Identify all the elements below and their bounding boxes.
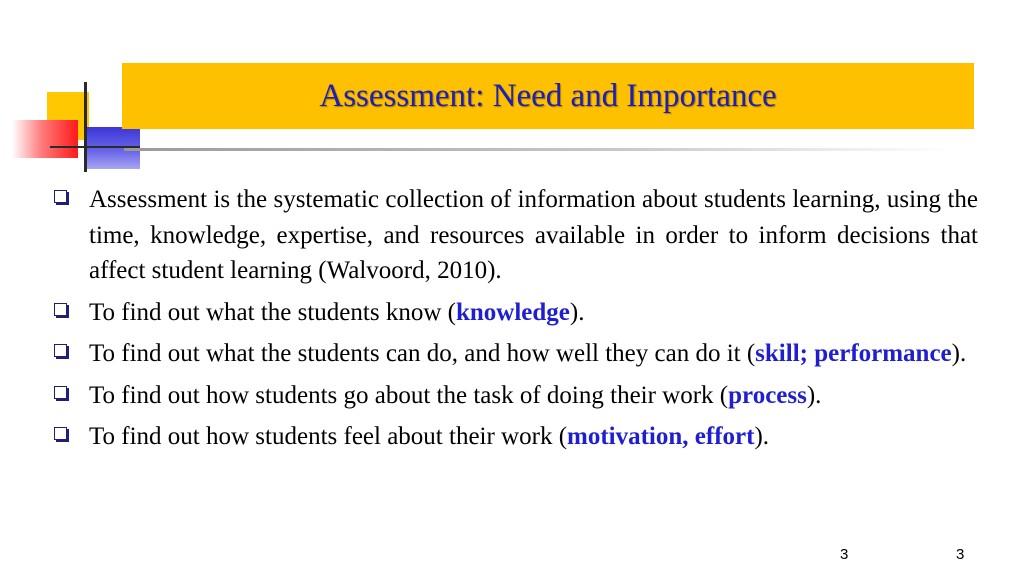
bullet-item-process (48, 378, 978, 414)
square-bullet-icon (54, 344, 67, 357)
bullet-text-end: ). (754, 423, 770, 450)
bullet-text: To find out what the students know ( (89, 298, 456, 326)
bullet-keyword: skill; performance (755, 340, 952, 367)
bullet-keyword: motivation, effort (567, 423, 755, 450)
bullet-text: To find out what the students can do, and how well they can do it ( (89, 340, 756, 367)
slide-number-right: 3 (956, 546, 965, 563)
bullet-text-end: ). (569, 298, 585, 326)
square-bullet-icon (54, 190, 67, 203)
bullet-list (48, 182, 978, 461)
bullet-item-motivation (48, 419, 978, 455)
bullet-text: Assessment is the systematic collection of information about students learning, using the time, knowledge, expertise, and resources available in order to inform decisions that affect student learning (Walvoord, 2010). (89, 186, 978, 284)
bullet-text: To find out how students go about the task of doing their work ( (89, 381, 729, 409)
decorative-vertical-line (84, 82, 87, 172)
slide-title: Assessment: Need and Importance (319, 77, 777, 114)
square-bullet-icon (54, 303, 67, 316)
title-underline-rule (124, 148, 954, 151)
bullet-text-end: ). (951, 340, 967, 367)
bullet-keyword: knowledge (455, 298, 570, 326)
bullet-text-end: ). (806, 381, 822, 409)
bullet-text: To find out how students feel about their work ( (89, 423, 568, 450)
decorative-red-gradient-block (12, 120, 78, 158)
bullet-item-skill (48, 336, 978, 372)
slide-number-left: 3 (840, 546, 849, 563)
square-bullet-icon (54, 386, 67, 399)
title-bar (122, 63, 974, 129)
bullet-keyword: process (728, 381, 807, 409)
bullet-item-definition (48, 182, 978, 289)
square-bullet-icon (54, 427, 67, 440)
bullet-item-knowledge (48, 295, 978, 331)
